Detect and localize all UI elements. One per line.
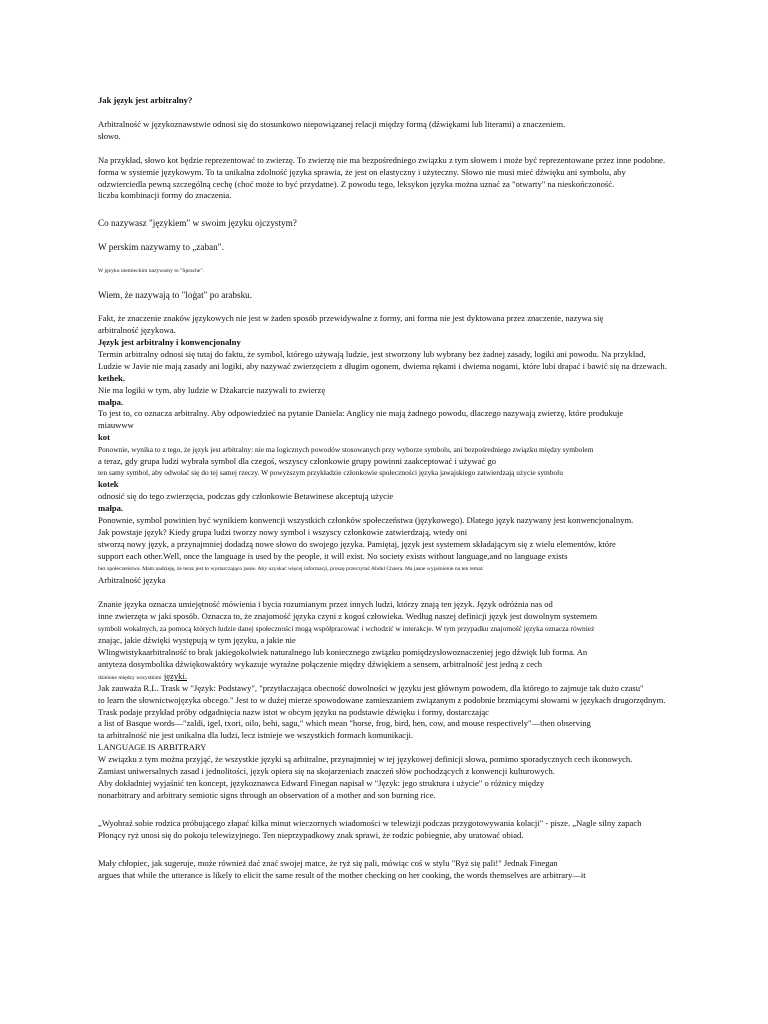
para-line: Nie ma logiki w tym, aby ludzie w Dżakarcie nazywali to zwierzę [98, 385, 326, 395]
para-line: antyteza dosymbolika dźwiękowaktóry wykazuje wyraźne połączenie między dźwiękiem a sensem, arbitralność jest jedną z cech [98, 659, 543, 669]
para-line: to learn the słownictwojęzyka obcego." Jest to w dużej mierze spowodowane zamieszaniem związanym z podobnie brzmiącymi słowami w językach drugorzędnym. [98, 695, 666, 705]
para-line: a teraz, gdy grupa ludzi wybrała symbol dla czegoś, wszyscy członkowie grupy powinni zaakceptować i używać go [98, 456, 497, 466]
para-line: „Wyobraź sobie rodzica próbującego złapać kilka minut wieczornych wiadomości w telewizji podczas przygotowywania kolacji" - pisze. „Nagle silny zapach [98, 818, 642, 828]
section-heading: LANGUAGE IS ARBITRARY [98, 742, 207, 752]
para-line: Trask podaje przykład próby odgadnięcia nazw istot w obcym języku na podstawie dźwięku i formy, dostarczając [98, 707, 489, 717]
section-heading: Język jest arbitralny i konwencjonalny [98, 337, 241, 347]
example-word: kotek [98, 479, 119, 489]
para-line: Jak powstaje język? Kiedy grupa ludzi tworzy nowy symbol i wszyscy członkowie zatwierdzają, wtedy oni [98, 527, 468, 537]
para-line: forma w systemie językowym. To ta unikalna zdolność języka sprawia, że jest on elastyczny i użyteczny. Słowo nie musi mieć dźwięku ani symbolu, aby [98, 167, 626, 177]
para-line: argues that while the utterance is likely to elicit the same result of the mother checking on her cooking, the words themselves are arbitrary—it [98, 870, 586, 880]
para-line: Mały chłopiec, jak sugeruje, może również dać znać swojej matce, że ryż się pali, mówiąc coś w stylu "Ryż się pali!" Jednak Finegan [98, 858, 558, 868]
para-line: arbitralność językowa. [98, 325, 176, 335]
para-line: Aby dokładniej wyjaśnić ten koncept, językoznawca Edward Finegan napisał w "Język: jego struktura i użycie" o różnicy między [98, 778, 545, 788]
persian-line: W perskim nazywamy to „zaban". [98, 242, 224, 252]
para-line: odzwierciedla pewną szczególną cechę (choć może to być przydatne). Z powodu tego, leksykon języka można uznać za "otwarty" na nieskończoność. [98, 179, 615, 189]
para-line: Jak zauważa R.L. Trask w "Język: Podstawy", "przytłaczająca obecność dowolności w języku jest głównym powodem, dla którego to zajmuje tak dużo czasu" [98, 683, 644, 693]
para-line: stworzą nowy język, a przynajmniej dodadzą nowe słowo do swojego języka. Pamiętaj, język jest systemem składającym się z wielu elementów, które [98, 539, 616, 549]
para-line: Ponownie, wynika to z tego, że język jest arbitralny: nie ma logicznych powodów stosowanych przy wyborze symbolu, ani bezpośredniego związku między symbolem [98, 445, 594, 454]
para-line: Na przykład, słowo kot będzie reprezentować to zwierzę. To zwierzę nie ma bezpośredniego związku z tym słowem i może być reprezentowane przez inne podobne. [98, 155, 666, 165]
para-line: ta arbitralność nie jest unikalna dla ludzi, lecz istnieje we wszystkich formach komunikacji. [98, 730, 414, 740]
page-title: Jak język jest arbitralny? [98, 95, 193, 105]
para-line: Arbitralność w językoznawstwie odnosi się do stosunkowo niepowiązanej relacji między formą (dźwiękami lub literami) a znaczeniem. [98, 119, 566, 129]
para-line: W związku z tym można przyjąć, że wszystkie języki są arbitralne, przynajmniej w tej językowej definicji słowa, pomimo sporadycznych cech ikonowych. [98, 754, 633, 764]
para-line: słowo. [98, 131, 121, 141]
question-line: Co nazywasz "językiem" w swoim języku ojczystym? [98, 218, 297, 228]
para-line: Płonący ryż unosi się do pokoju telewizyjnego. Ten nieprzypadkowy znak sprawi, że rodzic pobiegnie, aby uratować obiad. [98, 830, 524, 840]
para-line: miauwww [98, 420, 134, 430]
para-line: znając, jakie dźwięki występują w tym języku, a jakie nie [98, 635, 296, 645]
para-line: Fakt, że znaczenie znaków językowych nie jest w żaden sposób przewidywalne z formy, ani forma nie jest dyktowana przez znaczenie, nazywa się [98, 313, 604, 323]
para-line: To jest to, co oznacza arbitralny. Aby odpowiedzieć na pytanie Daniela: Anglicy nie mają żadnego powodu, dlaczego nazywają zwierzę, które produkuje [98, 408, 624, 418]
para-line: liczba kombinacji formy do znaczenia. [98, 190, 232, 200]
para-line: ten samy symbol, aby odwołać się do tej samej rzeczy. W powyższym przykładzie członkowie społeczności języka jawajskiego zatwierdzają użycie symbolu [98, 468, 563, 477]
languages-link[interactable]: języki. [163, 671, 188, 681]
para-line: Wlingwistykaarbitralność to brak jakiegokolwiek naturalnego lub koniecznego związku pomiędzysłowoznaczeniej jego dźwięk lub forma. An [98, 647, 588, 657]
german-line: W języku niemieckim nazywamy to "Sprache". [98, 268, 205, 274]
section-heading: Arbitralność języka [98, 575, 166, 585]
para-line: Zamiast uniwersalnych zasad i jednolitości, język opiera się na skojarzeniach znaczeń słów pochodzących z konwencji kulturowych. [98, 766, 555, 776]
example-word: małpa. [98, 503, 124, 513]
example-word: kethek. [98, 373, 125, 383]
example-word: małpa. [98, 397, 124, 407]
para-line: Znanie języka oznacza umiejętność mówienia i bycia rozumianym przez innych ludzi, którzy znają ten język. Język odróżnia nas od [98, 599, 553, 609]
para-line: odnosić się do tego zwierzęcia, podczas gdy członkowie Betawinese akceptują użycie [98, 491, 394, 501]
small-note: bez społeczeństwa. Mam nadzieję, że teraz jest to wystarczająco jasne. Aby uzyskać więcej informacji, proszę przeczytać Abdul Chaera. Ma jasne wyjaśnienie na ten temat. [98, 566, 484, 572]
arabic-line: Wiem, że nazywają to "loġat" po arabsku. [98, 290, 253, 300]
para-line: Termin arbitralny odnosi się tutaj do faktu, że symbol, którego używają ludzie, jest stworzony lub wybrany bez żadnej zasady, logiki ani powodu. Na przykład, [98, 349, 646, 359]
para-line: nonarbitrary and arbitrary semiotic signs through an observation of a mother and son burning rice. [98, 790, 436, 800]
para-line: Ponownie, symbol powinien być wynikiem konwencji wszystkich członków społeczeństwa (językowego). Dlatego język nazywany jest konwencjonalnym. [98, 515, 634, 525]
para-line: a list of Basque words—"zaldi, igel, txori, oilo, behi, sagu," which mean "horse, frog, bird, hen, cow, and mouse respectively"—then observing [98, 718, 591, 728]
para-line: Ludzie w Javie nie mają zasady ani logiki, aby nazywać zwierzęciem z długim ogonem, dwiema rękami i dwiema nogami, które lubi drapać i bawić się na drzewach. [98, 361, 667, 371]
tiny-text: dzielone między wszystkimi [98, 675, 162, 681]
para-line: symboli wokalnych, za pomocą których ludzie danej społeczności mogą współpracować i wchodzić w interakcje. W tym przypadku znajomość języka oznacza również [98, 624, 595, 633]
para-line: support each other.Well, once the language is used by the people, it will exist. No society exists without language,and no language exists [98, 551, 568, 561]
example-word: kot [98, 432, 110, 442]
para-line: inne zwierzęta w jaki sposób. Oznacza to, że znajomość języka czyni z kogoś człowieka. Według naszej definicji język jest dowolnym systemem [98, 611, 598, 621]
